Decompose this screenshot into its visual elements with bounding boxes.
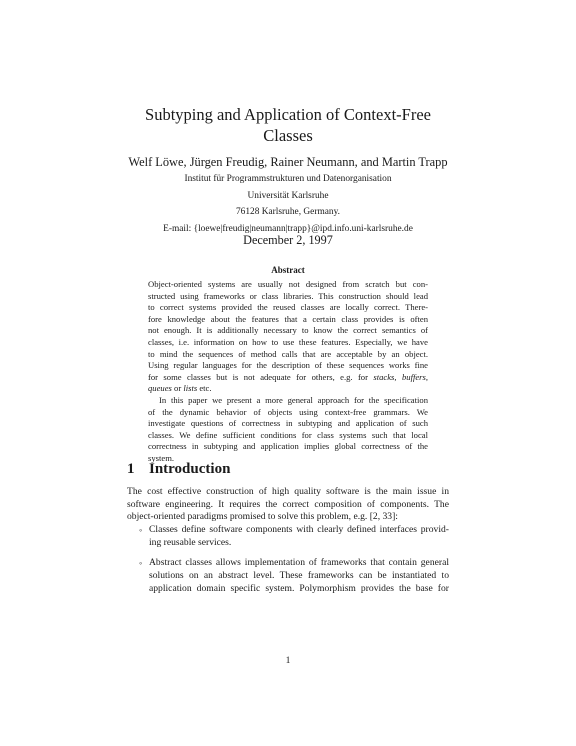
paper-date: December 2, 1997 xyxy=(243,233,333,247)
abstract-term-stacks: stacks xyxy=(373,371,395,382)
bullet-marker: ◦ xyxy=(139,525,143,535)
intro-bullet-list xyxy=(127,524,449,603)
abstract-line: classes. We define sufficient conditions for class systems such that local xyxy=(148,429,428,440)
list-item xyxy=(127,557,449,595)
section-number: 1 xyxy=(127,461,135,477)
paragraph-line: The cost effective construction of high quality software is the main issue in xyxy=(127,486,449,497)
abstract-line: In this paper we present a more general approach for the specification xyxy=(159,394,428,405)
abstract-text: , xyxy=(394,371,402,382)
affiliation-city: 76128 Karlsruhe, Germany. xyxy=(235,207,341,217)
bullet-marker: ◦ xyxy=(139,558,143,569)
affiliation-email: E-mail: {loewe|freudig|neumann|trapp}@ipd.info.uni-karlsruhe.de xyxy=(163,223,413,234)
paragraph-line: software engineering. It requires the correct composition of components. The xyxy=(127,498,449,510)
list-item-line: Abstract classes allows implementation of frameworks that contain general xyxy=(149,557,449,569)
list-item xyxy=(127,524,449,549)
abstract-text: , xyxy=(425,371,428,382)
abstract-line: classes, i.e. information on how to use these features. Especially, we have xyxy=(148,336,428,347)
abstract-line: structed using frameworks or class libraries. This construction should lead xyxy=(148,290,428,301)
abstract-line: investigate questions of correctness in subtyping and application of such xyxy=(148,418,428,429)
abstract-line: to mind the sequences of method calls that are acceptable by an object. xyxy=(148,348,428,359)
paper-title xyxy=(100,104,476,146)
paragraph-line: object-oriented paradigms promised to solve this problem, e.g. [2, 33]: xyxy=(127,511,398,523)
affiliation-university: Universität Karlsruhe xyxy=(247,190,329,201)
page-number: 1 xyxy=(285,655,291,666)
abstract-text: etc. xyxy=(197,383,212,394)
list-item-line: application domain specific system. Polymorphism provides the base for xyxy=(149,582,449,594)
author-list: Welf Löwe, Jürgen Freudig, Rainer Neumann, and Martin Trapp xyxy=(128,155,448,169)
abstract-line: Using regular languages for the description of these sequences works fine xyxy=(148,360,428,371)
list-item-line: ing reusable services. xyxy=(149,536,232,548)
abstract-line xyxy=(148,372,428,384)
affiliation-block xyxy=(80,171,496,237)
list-item-line: Classes define software components with clearly defined interfaces provid- xyxy=(149,524,449,535)
abstract-heading: Abstract xyxy=(271,265,305,275)
abstract-line: to correct systems provided the reused classes are locally correct. There- xyxy=(148,302,428,313)
abstract-line: not enough. It is additionally necessary to know the correct semantics of xyxy=(148,325,428,336)
abstract-line: of the dynamic behavior of objects using context-free grammars. We xyxy=(148,406,428,417)
abstract-line xyxy=(148,383,428,395)
abstract-term-lists: lists xyxy=(183,383,198,394)
list-item-line: solutions on an abstract level. These frameworks can be instantiated to xyxy=(149,570,449,582)
abstract-text: for some classes but is not adequate for others, e.g. for xyxy=(148,371,374,382)
abstract-line: fore knowledge about the features that a certain class provides is often xyxy=(148,313,428,324)
abstract-term-queues: queues xyxy=(148,383,172,394)
abstract-body xyxy=(148,279,428,465)
intro-paragraph xyxy=(127,486,449,524)
abstract-term-buffers: buffers xyxy=(401,371,426,382)
paper-title-line-1: Subtyping and Application of Context-Free xyxy=(145,105,431,124)
section-title: Introduction xyxy=(149,461,231,477)
abstract-line: correctness in subtyping and application implies global correctness of the xyxy=(148,441,428,452)
abstract-text: or xyxy=(171,383,184,394)
section-heading-introduction xyxy=(127,460,230,478)
paper-title-line-2: Classes xyxy=(263,126,313,145)
affiliation-institute: Institut für Programmstrukturen und Datenorganisation xyxy=(184,174,392,184)
abstract-line: Object-oriented systems are usually not designed from scratch but con- xyxy=(148,279,428,289)
abstract-line: system. xyxy=(148,452,175,463)
